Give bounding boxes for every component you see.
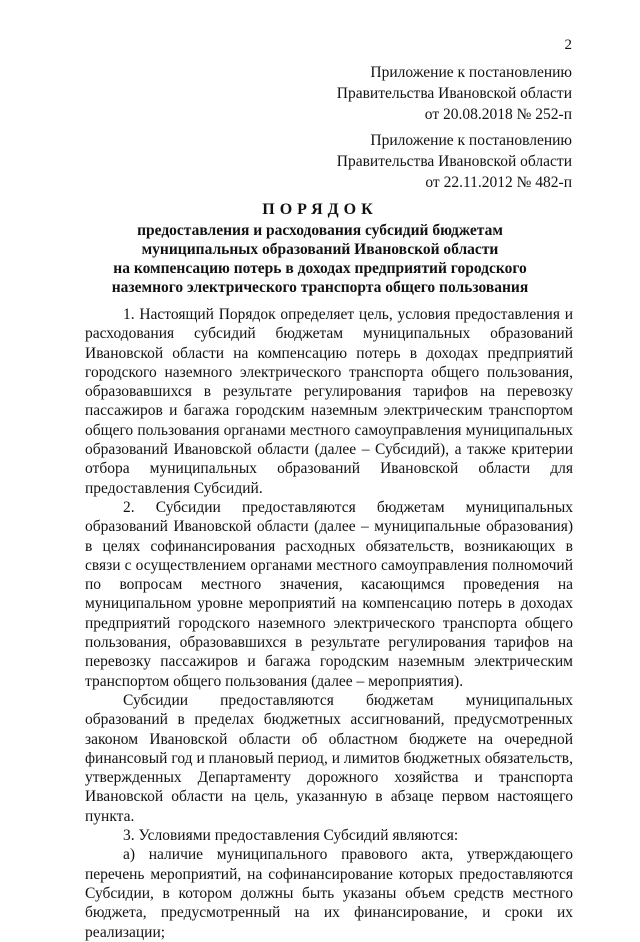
subtitle-line: муниципальных образований Ивановской области (141, 241, 499, 258)
appendix-line: Приложение к постановлению (370, 132, 572, 149)
appendix-line: от 20.08.2018 № 252-п (424, 106, 572, 123)
appendix-line: Приложение к постановлению (370, 64, 572, 81)
appendix-line: Правительства Ивановской области (336, 153, 572, 170)
paragraph: а) наличие муниципального правового акта, утверждающего перечень мероприятий, на софинансирование которых предоставляются Субсидии, в котором должны быть указаны объем средств местного бюджета, предусмотренный на их финансирование, и сроки их реализации; (85, 846, 573, 941)
paragraph: 1. Настоящий Порядок определяет цель, условия предоставления и расходования субсидий бюджетам муниципальных образований Ивановской области на компенсацию потерь в доходах предприятий городского наземного электрического транспорта общего пользования, образовавшихся в результате регулирования тарифов на перевозку пассажиров и багажа городским наземным электрическим транспортом общего пользования органами местного самоуправления муниципальных образований Ивановской области (далее – Субсидий), а также критерии отбора муниципальных образований Ивановской области для предоставления Субсидий. (85, 306, 573, 497)
document-title: ПОРЯДОК (262, 201, 378, 218)
subtitle-line: наземного электрического транспорта общего пользования (111, 279, 529, 296)
document-subtitle (0, 221, 640, 297)
appendix-note-current (337, 62, 572, 125)
paragraph: 2. Субсидии предоставляются бюджетам муниципальных образований Ивановской области (далее – муниципальные образования) в целях софинансирования расходных обязательств, возникающих в связи с осуществлением органами местного самоуправления полномочий по вопросам местного значения, касающимся проведения на муниципальном уровне мероприятий на компенсацию потерь в доходах предприятий городского наземного электрического транспорта общего пользования, образовавшихся в результате регулирования тарифов на перевозку пассажиров и багажа городским наземным электрическим транспортом общего пользования (далее – мероприятия). (85, 498, 573, 690)
appendix-line: Правительства Ивановской области (336, 85, 572, 102)
paragraph: Субсидии предоставляются бюджетам муниципальных образований в пределах бюджетных ассигнований, предусмотренных законом Ивановской области об областном бюджете на очередной финансовый год и плановый период, и лимитов бюджетных обязательств, утвержденных Департаменту дорожного хозяйства и транспорта Ивановской области на цель, указанную в абзаце первом настоящего пункта. (85, 691, 573, 825)
appendix-note-original (337, 130, 572, 193)
paragraph: 3. Условиями предоставления Субсидий являются: (123, 827, 459, 845)
appendix-line: от 22.11.2012 № 482-п (425, 174, 572, 191)
subtitle-line: предоставления и расходования субсидий бюджетам (137, 222, 503, 239)
page-number: 2 (564, 37, 572, 53)
subtitle-line: на компенсацию потерь в доходах предприятий городского (113, 260, 527, 277)
document-body (85, 305, 573, 942)
